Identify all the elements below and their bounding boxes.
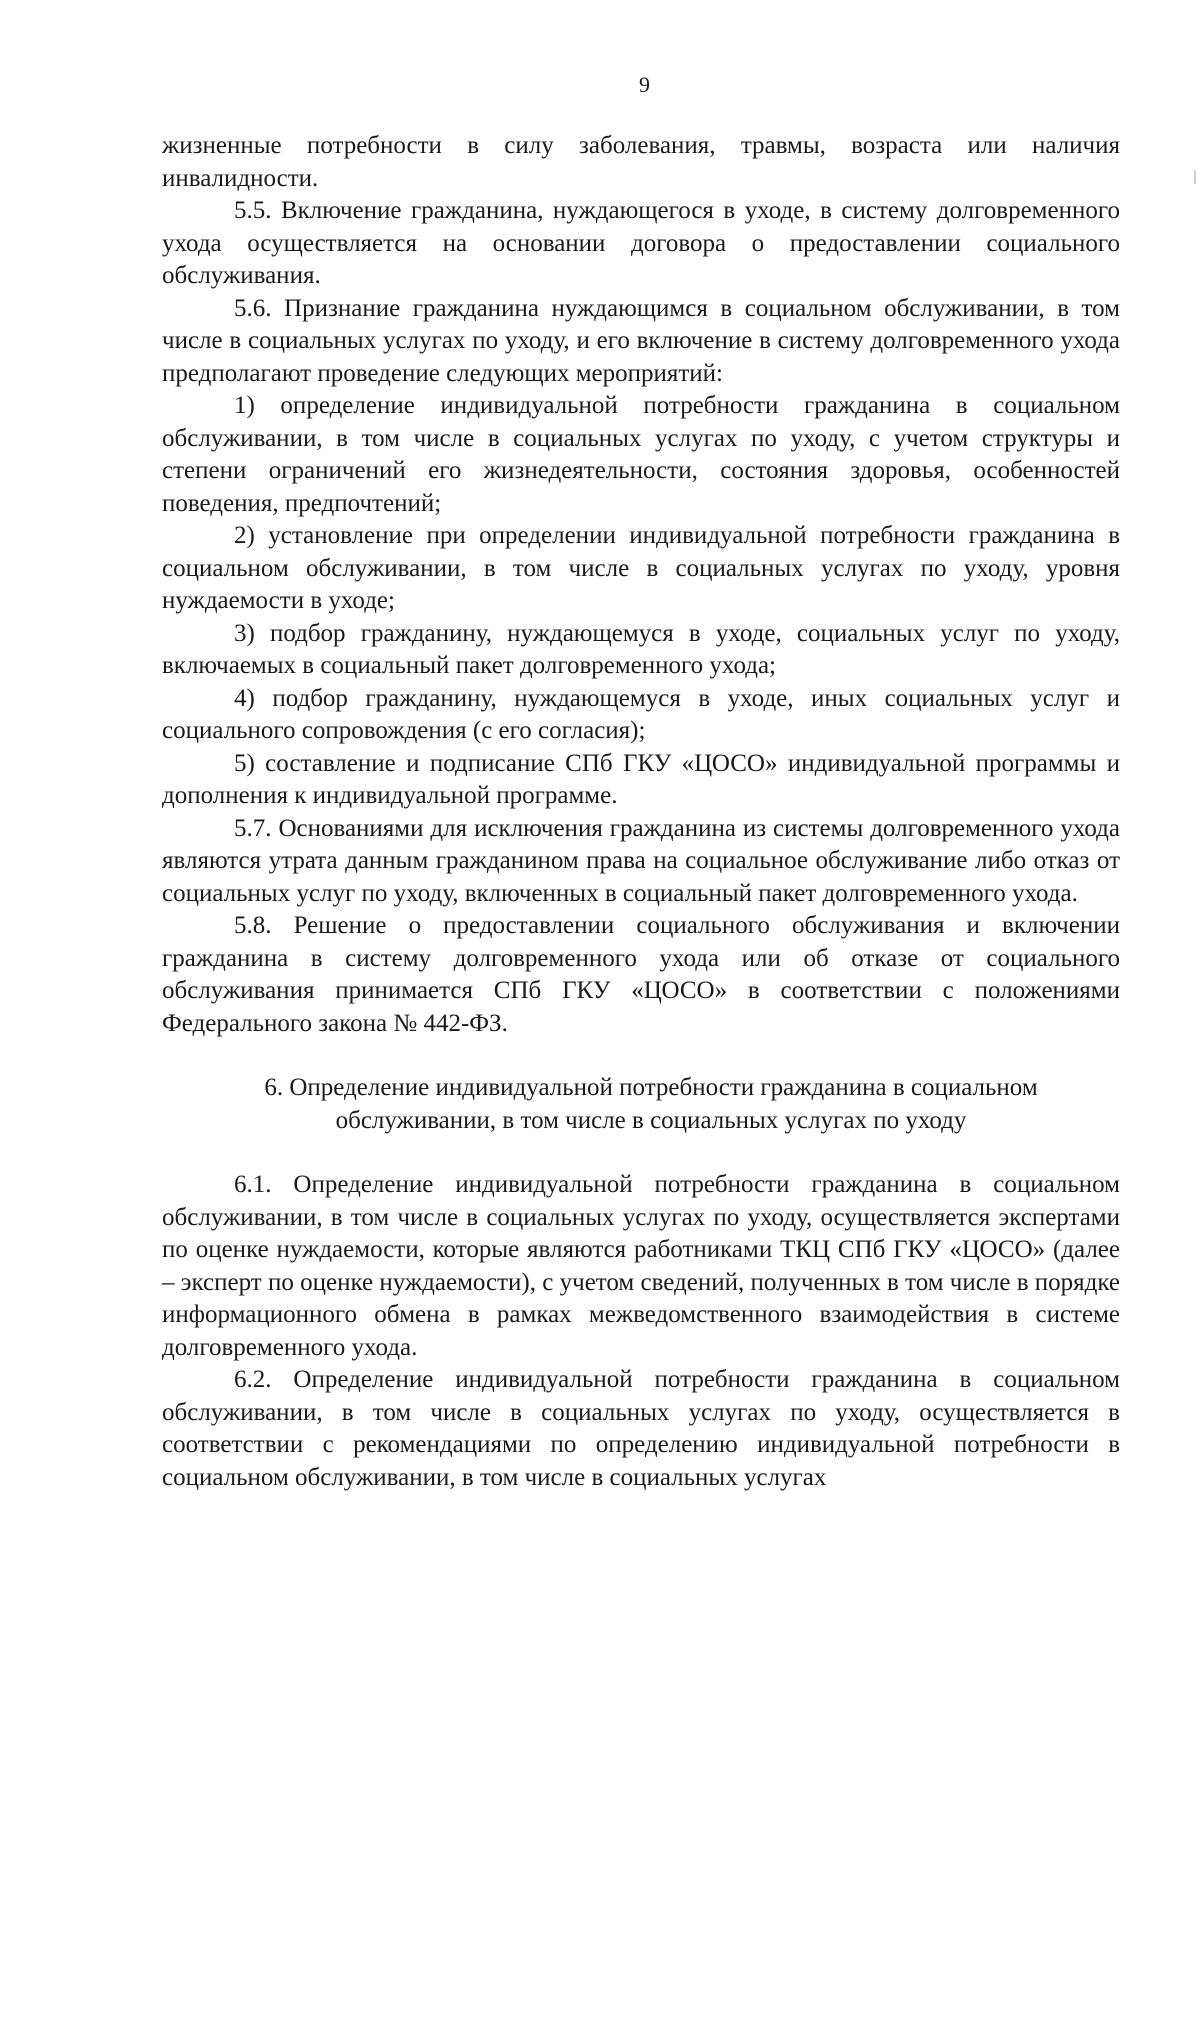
spacer (162, 1137, 1120, 1169)
paragraph-5-7: 5.7. Основаниями для исключения гражданина из системы долговременного ухода являются утрата данным гражданином права на социальное обслуживание либо отказ от социальных услуг по уходу, включенных в социальный пакет долговременного ухода. (162, 814, 1120, 907)
list-item-4: 4) подбор гражданину, нуждающемуся в уходе, иных социальных услуг и социального сопровождения (с его согласия); (162, 684, 1120, 744)
list-item-2: 2) установление при определении индивидуальной потребности гражданина в социальном обслуживании, в том числе в социальных услугах по уходу, уровня нуждаемости в уходе; (162, 522, 1120, 614)
paragraph-5-8: 5.8. Решение о предоставлении социального обслуживания и включении гражданина в систему долговременного ухода или об отказе от социального обслуживания принимается СПб ГКУ «ЦОСО» в соответствии с положениями Федерального закона № 442-ФЗ. (162, 912, 1120, 1037)
section-heading: 6. Определение индивидуальной потребности гражданина в социальном обслуживании, в том числе в социальных услугах по уходу (264, 1074, 1038, 1134)
page-number: 9 (639, 72, 651, 97)
spacer (162, 1040, 1120, 1072)
list-item-5: 5) составление и подписание СПб ГКУ «ЦОСО» индивидуальной программы и дополнения к индивидуальной программе. (162, 749, 1120, 809)
document-body (162, 130, 1120, 1494)
paragraph-continuation: жизненные потребности в силу заболевания, травмы, возраста или наличия инвалидности. (162, 132, 1120, 192)
paragraph-6-2: 6.2. Определение индивидуальной потребности гражданина в социальном обслуживании, в том числе в социальных услугах по уходу, осуществляется в соответствии с рекомендациями по определению индивидуальной потребности в социальном обслуживании, в том числе в социальных услугах (162, 1366, 1120, 1491)
list-item-3: 3) подбор гражданину, нуждающемуся в уходе, социальных услуг по уходу, включаемых в социальный пакет долговременного ухода; (162, 619, 1120, 679)
scan-artifact (1194, 170, 1196, 184)
paragraph-5-6: 5.6. Признание гражданина нуждающимся в социальном обслуживании, в том числе в социальных услугах по уходу, и его включение в систему долговременного ухода предполагают проведение следующих мероприятий: (162, 294, 1120, 387)
paragraph-6-1: 6.1. Определение индивидуальной потребности гражданина в социальном обслуживании, в том числе в социальных услугах по уходу, осуществляется экспертами по оценке нуждаемости, которые являются работниками ТКЦ СПб ГКУ «ЦОСО» (далее – эксперт по оценке нуждаемости), с учетом сведений, полученных в том числе в порядке информационного обмена в рамках межведомственного взаимодействия в системе долговременного ухода. (162, 1171, 1120, 1361)
paragraph-5-5: 5.5. Включение гражданина, нуждающегося в уходе, в систему долговременного ухода осуществляется на основании договора о предоставлении социального обслуживания. (162, 197, 1120, 289)
list-item-1: 1) определение индивидуальной потребности гражданина в социальном обслуживании, в том числе в социальных услугах по уходу, с учетом структуры и степени ограничений его жизнедеятельности, состояния здоровья, особенностей поведения, предпочтений; (162, 392, 1120, 517)
